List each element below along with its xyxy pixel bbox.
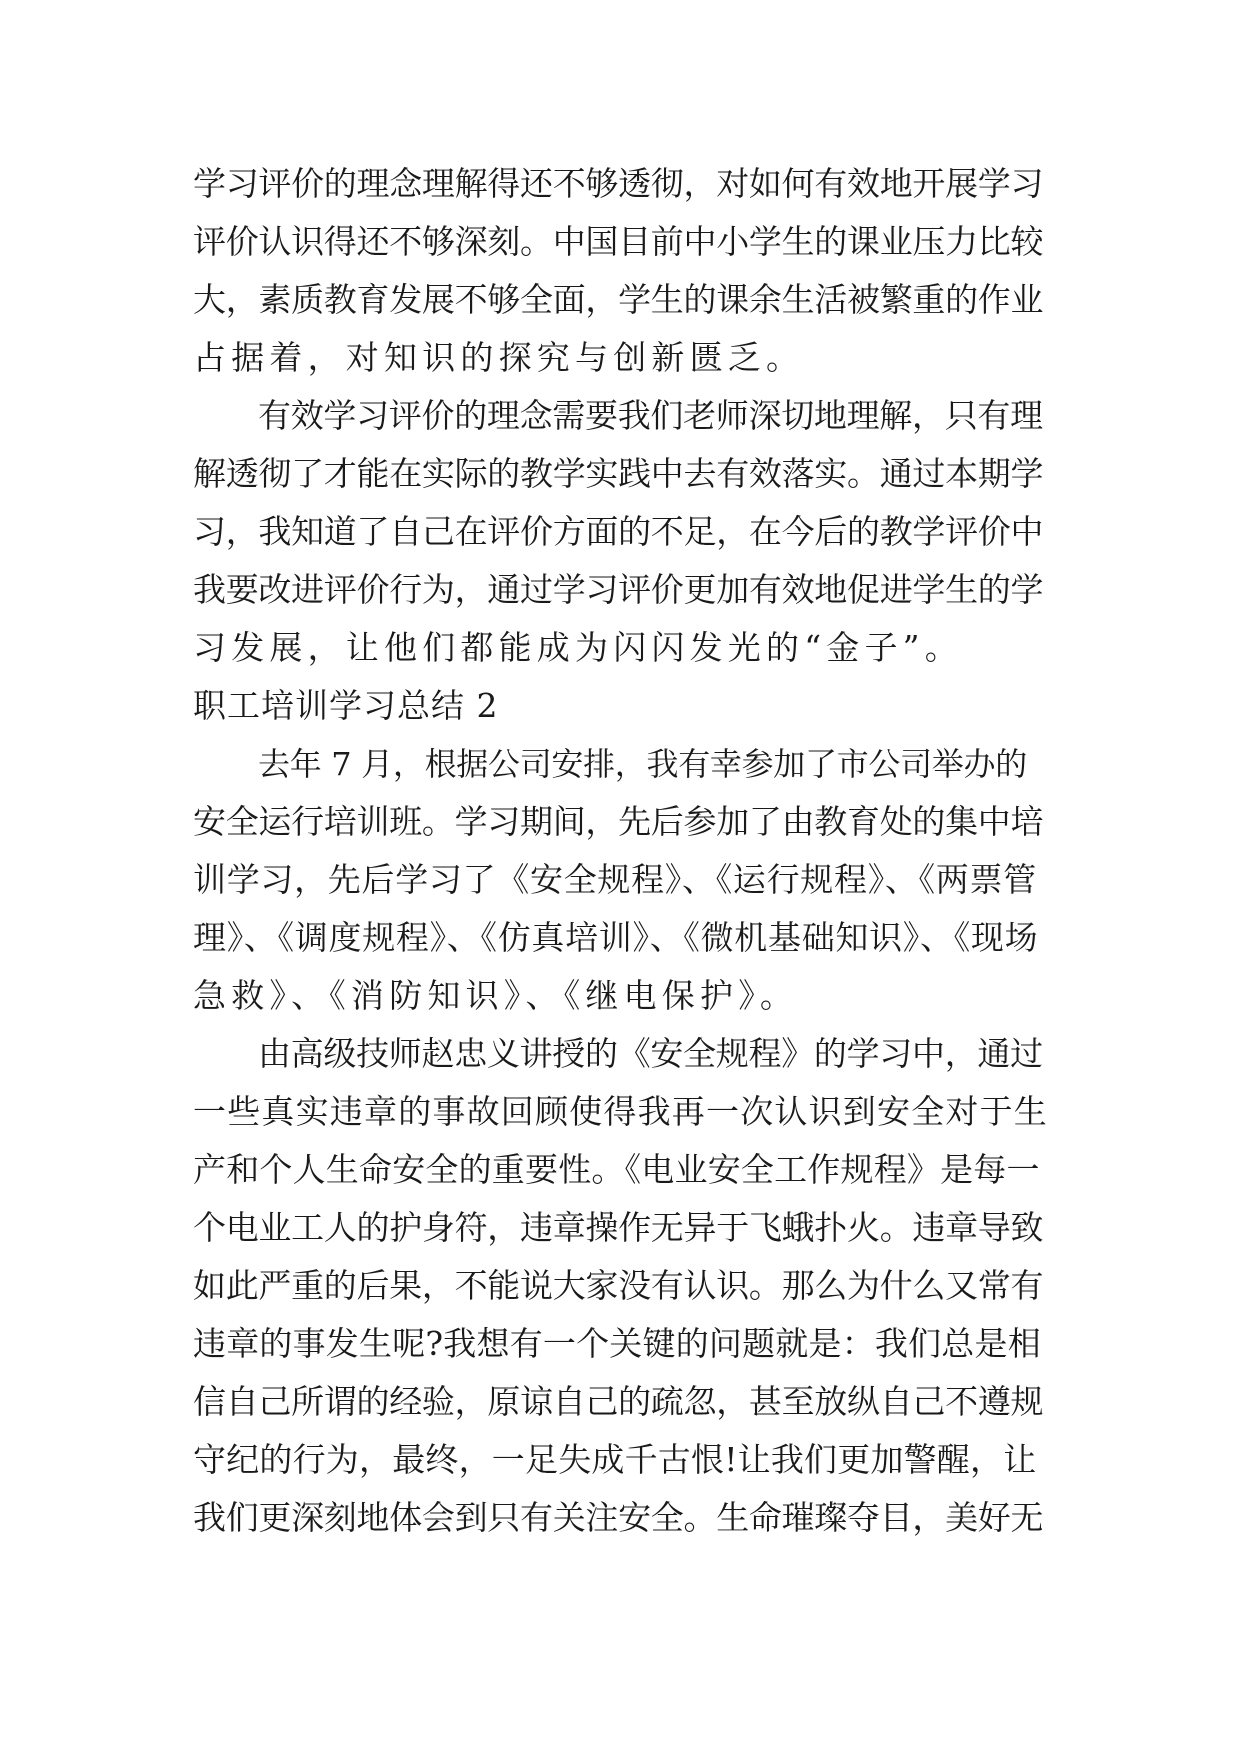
body-text-line: 习发展，让他们都能成为闪闪发光的“金子”。 bbox=[193, 628, 963, 667]
body-text-line: 一些真实违章的事故回顾使得我再一次认识到安全对于生 bbox=[193, 1092, 1048, 1131]
body-text-line: 学习评价的理念理解得还不够透彻，对如何有效地开展学习 bbox=[193, 164, 1044, 203]
body-text-line: 信自己所谓的经验，原谅自己的疏忽，甚至放纵自己不遵规 bbox=[193, 1382, 1044, 1421]
body-text-line: 占据着，对知识的探究与创新匮乏。 bbox=[193, 338, 805, 377]
body-text-line: 我要改进评价行为，通过学习评价更加有效地促进学生的学 bbox=[193, 570, 1044, 609]
body-text-line: 如此严重的后果，不能说大家没有认识。那么为什么又常有 bbox=[193, 1266, 1044, 1305]
body-text-line: 理》、《调度规程》、《仿真培训》、《微机基础知识》、《现场 bbox=[193, 918, 1039, 957]
paragraph-first-line: 由高级技师赵忠义讲授的《安全规程》的学习中，通过 bbox=[258, 1034, 1043, 1073]
body-text-line: 急救》、《消防知识》、《继电保护》。 bbox=[193, 976, 799, 1015]
body-text-line: 产和个人生命安全的重要性。《电业安全工作规程》是每一 bbox=[193, 1150, 1040, 1189]
paragraph-first-line: 有效学习评价的理念需要我们老师深切地理解，只有理 bbox=[258, 396, 1043, 435]
paragraph-first-line: 去年 7 月，根据公司安排，我有幸参加了市公司举办的 bbox=[258, 745, 1027, 783]
body-text-line: 解透彻了才能在实际的教学实践中去有效落实。通过本期学 bbox=[193, 454, 1044, 493]
body-text-line: 我们更深刻地体会到只有关注安全。生命璀璨夺目，美好无 bbox=[193, 1498, 1044, 1537]
body-text-line: 评价认识得还不够深刻。中国目前中小学生的课业压力比较 bbox=[193, 222, 1044, 261]
body-text-line: 安全运行培训班。学习期间，先后参加了由教育处的集中培 bbox=[193, 802, 1044, 841]
body-text-line: 大，素质教育发展不够全面，学生的课余生活被繁重的作业 bbox=[193, 280, 1044, 319]
body-text-line: 违章的事发生呢?我想有一个关键的问题就是：我们总是相 bbox=[193, 1324, 1041, 1363]
body-text-line: 训学习，先后学习了《安全规程》、《运行规程》、《两票管 bbox=[193, 860, 1037, 899]
body-text-line: 守纪的行为，最终，一足失成千古恨!让我们更加警醒，让 bbox=[193, 1440, 1037, 1479]
body-text-line: 习，我知道了自己在评价方面的不足，在今后的教学评价中 bbox=[193, 512, 1044, 551]
body-text-line: 个电业工人的护身符，违章操作无异于飞蛾扑火。违章导致 bbox=[193, 1208, 1044, 1247]
section-heading: 职工培训学习总结 2 bbox=[193, 686, 499, 725]
